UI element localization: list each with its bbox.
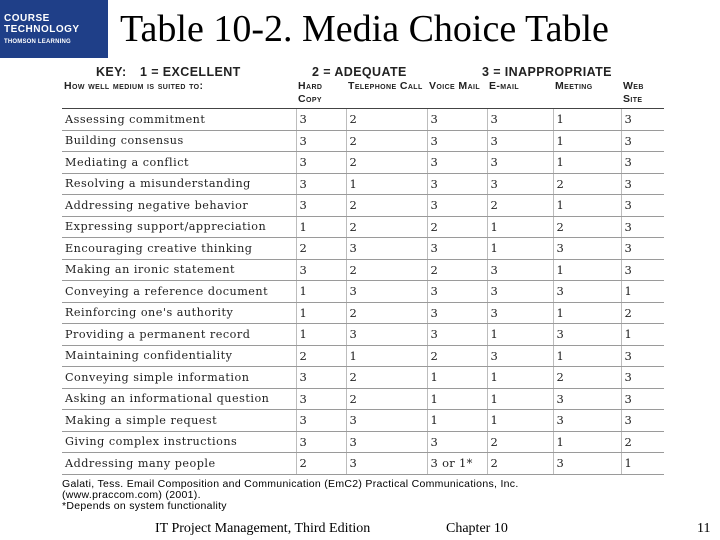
column-header-medium: Web Site [621,80,664,109]
rating-cell: 3 [427,130,487,152]
rating-cell: 3 [621,259,664,281]
rating-cell: 3 [621,238,664,260]
rating-cell: 3 [553,324,621,346]
rating-cell: 3 [427,109,487,131]
rating-cell: 1 [621,281,664,303]
rating-cell: 3 [487,259,553,281]
rating-cell: 2 [296,238,346,260]
rating-cell: 1 [346,173,427,195]
task-cell: Addressing negative behavior [62,195,296,217]
table-row [62,410,664,432]
task-cell: Asking an informational question [62,388,296,410]
rating-cell: 3 [427,281,487,303]
rating-cell: 2 [296,453,346,475]
rating-cell: 2 [346,130,427,152]
rating-cell: 1 [296,216,346,238]
table-row [62,152,664,174]
rating-cell: 3 [487,281,553,303]
table-row [62,216,664,238]
rating-cell: 3 [487,302,553,324]
table-row [62,388,664,410]
rating-cell: 3 [487,345,553,367]
footer-course: IT Project Management, Third Edition [155,521,371,536]
rating-cell: 3 [346,453,427,475]
table-header-row [62,80,664,109]
rating-cell: 2 [427,259,487,281]
table-row [62,238,664,260]
rating-cell: 3 [296,130,346,152]
table-body [62,109,664,475]
task-cell: Resolving a misunderstanding [62,173,296,195]
rating-cell: 1 [427,410,487,432]
rating-cell: 3 [487,130,553,152]
rating-cell: 1 [487,216,553,238]
rating-cell: 1 [487,367,553,389]
task-cell: Conveying a reference document [62,281,296,303]
rating-cell: 3 [346,324,427,346]
table-row [62,195,664,217]
rating-cell: 3 [621,109,664,131]
rating-cell: 3 [346,281,427,303]
table-row [62,345,664,367]
rating-cell: 3 [487,109,553,131]
logo-line-2: TECHNOLOGY [4,24,80,35]
rating-cell: 3 [427,431,487,453]
rating-cell: 3 [553,410,621,432]
rating-cell: 2 [296,345,346,367]
rating-cell: 1 [553,109,621,131]
task-cell: Mediating a conflict [62,152,296,174]
key-adequate: 2 = ADEQUATE [312,65,407,79]
rating-cell: 2 [346,195,427,217]
key-inappropriate: 3 = INAPPROPRIATE [482,65,612,79]
rating-cell: 1 [346,345,427,367]
task-cell: Providing a permanent record [62,324,296,346]
rating-cell: 3 [621,388,664,410]
task-cell: Reinforcing one's authority [62,302,296,324]
rating-cell: 2 [346,216,427,238]
rating-cell: 1 [296,302,346,324]
rating-cell: 1 [427,388,487,410]
citation [62,479,662,512]
table-row [62,173,664,195]
rating-cell: 3 [427,324,487,346]
rating-cell: 3 [621,410,664,432]
rating-cell: 1 [553,431,621,453]
rating-cell: 3 [621,216,664,238]
column-header-task: How well medium is suited to: [62,80,296,109]
task-cell: Encouraging creative thinking [62,238,296,260]
rating-cell: 1 [487,410,553,432]
rating-cell: 1 [487,238,553,260]
column-header-medium: Meeting [553,80,621,109]
rating-cell: 2 [487,453,553,475]
rating-cell: 1 [553,259,621,281]
rating-cell: 3 [427,152,487,174]
rating-cell: 3 [346,238,427,260]
key-label: KEY: [96,65,127,79]
task-cell: Assessing commitment [62,109,296,131]
rating-cell: 2 [553,367,621,389]
rating-cell: 3 [296,152,346,174]
rating-cell: 2 [621,302,664,324]
column-header-medium: Telephone Call [346,80,427,109]
rating-cell: 1 [553,152,621,174]
rating-cell: 3 [553,388,621,410]
table-row [62,431,664,453]
rating-cell: 3 [553,238,621,260]
rating-cell: 3 [621,195,664,217]
rating-cell: 2 [346,109,427,131]
footer-chapter: Chapter 10 [446,521,508,536]
rating-cell: 1 [621,324,664,346]
task-cell: Addressing many people [62,453,296,475]
rating-cell: 3 [296,367,346,389]
rating-cell: 3 [296,388,346,410]
table-row [62,453,664,475]
rating-cell: 2 [346,388,427,410]
rating-cell: 1 [296,324,346,346]
media-choice-table-container [62,64,664,475]
rating-cell: 2 [487,431,553,453]
table-row [62,367,664,389]
task-cell: Making a simple request [62,410,296,432]
rating-cell: 1 [427,367,487,389]
task-cell: Maintaining confidentiality [62,345,296,367]
citation-line-2: (www.praccom.com) (2001). [62,489,201,501]
rating-cell: 1 [553,302,621,324]
rating-cell: 3 [346,410,427,432]
rating-cell: 3 [427,238,487,260]
citation-line-3: *Depends on system functionality [62,500,227,512]
table-row [62,324,664,346]
rating-cell: 1 [553,130,621,152]
rating-cell: 3 [296,195,346,217]
rating-cell: 3 [621,173,664,195]
rating-cell: 3 [427,173,487,195]
rating-cell: 2 [346,152,427,174]
task-cell: Giving complex instructions [62,431,296,453]
rating-cell: 3 [487,152,553,174]
logo-line-3: THOMSON LEARNING [4,39,71,45]
task-cell: Conveying simple information [62,367,296,389]
rating-cell: 3 [296,259,346,281]
rating-cell: 3 [621,367,664,389]
table-row [62,302,664,324]
table-row [62,259,664,281]
rating-cell: 1 [553,195,621,217]
rating-cell: 1 [487,324,553,346]
table-row [62,109,664,131]
rating-cell: 3 [427,302,487,324]
table-row [62,130,664,152]
table-row [62,281,664,303]
rating-cell: 3 [296,410,346,432]
column-header-medium: E-mail [487,80,553,109]
rating-cell: 2 [346,367,427,389]
rating-cell: 2 [346,259,427,281]
rating-cell: 3 [621,130,664,152]
rating-cell: 2 [427,216,487,238]
rating-cell: 2 [427,345,487,367]
table-key [62,64,664,80]
rating-cell: 3 [296,173,346,195]
rating-cell: 1 [487,388,553,410]
column-header-medium: Hard Copy [296,80,346,109]
rating-cell: 3 [346,431,427,453]
rating-cell: 3 [621,152,664,174]
task-cell: Building consensus [62,130,296,152]
rating-cell: 1 [621,453,664,475]
rating-cell: 3 [553,453,621,475]
rating-cell: 3 [296,109,346,131]
rating-cell: 2 [346,302,427,324]
rating-cell: 3 [621,345,664,367]
media-choice-table [62,80,664,475]
rating-cell: 2 [553,173,621,195]
slide-title: Table 10-2. Media Choice Table [120,8,609,50]
rating-cell: 1 [296,281,346,303]
rating-cell: 2 [487,195,553,217]
rating-cell: 3 [553,281,621,303]
rating-cell: 3 [487,173,553,195]
rating-cell: 3 [296,431,346,453]
rating-cell: 2 [621,431,664,453]
rating-cell: 3 [427,195,487,217]
key-excellent: 1 = EXCELLENT [140,65,241,79]
task-cell: Making an ironic statement [62,259,296,281]
logo-line-1: COURSE [4,13,50,24]
column-header-medium: Voice Mail [427,80,487,109]
rating-cell: 2 [553,216,621,238]
task-cell: Expressing support/appreciation [62,216,296,238]
footer-page-number: 11 [697,521,711,536]
rating-cell: 3 or 1* [427,453,487,475]
rating-cell: 1 [553,345,621,367]
citation-line-1: Galati, Tess. Email Composition and Communication (EmC2) Practical Communications, Inc. [62,478,519,490]
course-technology-logo [0,0,108,58]
